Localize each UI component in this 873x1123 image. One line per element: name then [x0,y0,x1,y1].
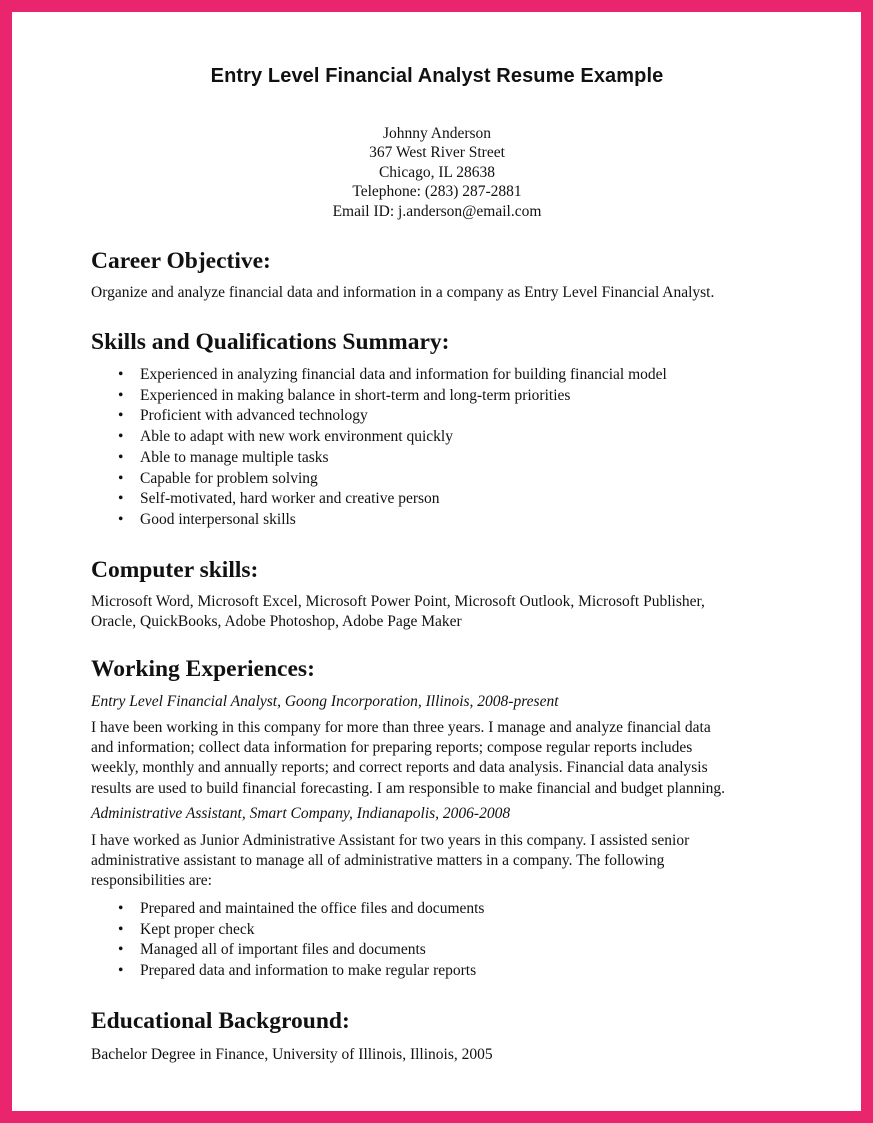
list-item: • Self-motivated, hard worker and creative person [118,490,440,508]
list-item: • Good interpersonal skills [118,510,296,528]
contact-telephone: Telephone: (283) 287-2881 [352,183,522,201]
contact-street: 367 West River Street [369,144,505,162]
list-item: • Kept proper check [118,920,255,938]
computer-skills-heading: Computer skills: [91,557,259,583]
contact-name: Johnny Anderson [382,125,492,142]
objective-text: Organize and analyze financial data and information in a company as Entry Level Financial Analyst. [91,284,715,301]
list-item: • Able to adapt with new work environment quickly [118,428,453,446]
list-item: • Capable for problem solving [118,469,318,487]
job-title-1: Entry Level Financial Analyst, Goong Incorporation, Illinois, 2008-present [91,693,559,710]
list-item: • Managed all of important files and documents [118,941,426,959]
list-item: • Proficient with advanced technology [118,407,368,425]
job-title-2: Administrative Assistant, Smart Company, Indianapolis, 2006-2008 [91,805,511,822]
contact-block [91,124,783,221]
education-heading: Educational Background: [91,1008,350,1034]
contact-email: Email ID: j.anderson@email.com [332,202,542,220]
contact-city: Chicago, IL 28638 [378,163,496,181]
list-item: • Able to manage multiple tasks [118,448,329,466]
objective-heading: Career Objective: [91,248,271,274]
list-item: • Experienced in making balance in short-term and long-term priorities [118,386,571,404]
job-2-responsibilities [91,899,484,982]
document-title: Entry Level Financial Analyst Resume Example [210,65,664,87]
skills-list [91,365,667,531]
list-item: • Prepared and maintained the office files and documents [118,900,485,917]
list-item: • Experienced in analyzing financial data and information for building financial model [118,366,667,383]
list-item: • Prepared data and information to make regular reports [118,962,477,980]
job-description-1: I have been working in this company for more than three years. I manage and analyze financial data and information; collect data information for preparing reports; compose regular reports includes weekly, monthly and annually reports; and correct reports and data analysis. Financial data analysis results are used to build financial forecasting. I am responsible to make financial and budget planning. [91,719,726,797]
experience-heading: Working Experiences: [91,656,315,682]
skills-heading: Skills and Qualifications Summary: [91,329,450,355]
computer-skills-text: Microsoft Word, Microsoft Excel, Microsoft Power Point, Microsoft Outlook, Microsoft Publisher, Oracle, QuickBooks, Adobe Photoshop, Adobe Page Maker [91,593,705,631]
job-description-2: I have worked as Junior Administrative Assistant for two years in this company. I assisted senior administrative assistant to manage all of administrative matters in a company. The following responsibilities are: [91,832,690,890]
education-text: Bachelor Degree in Finance, University of Illinois, Illinois, 2005 [91,1046,493,1063]
